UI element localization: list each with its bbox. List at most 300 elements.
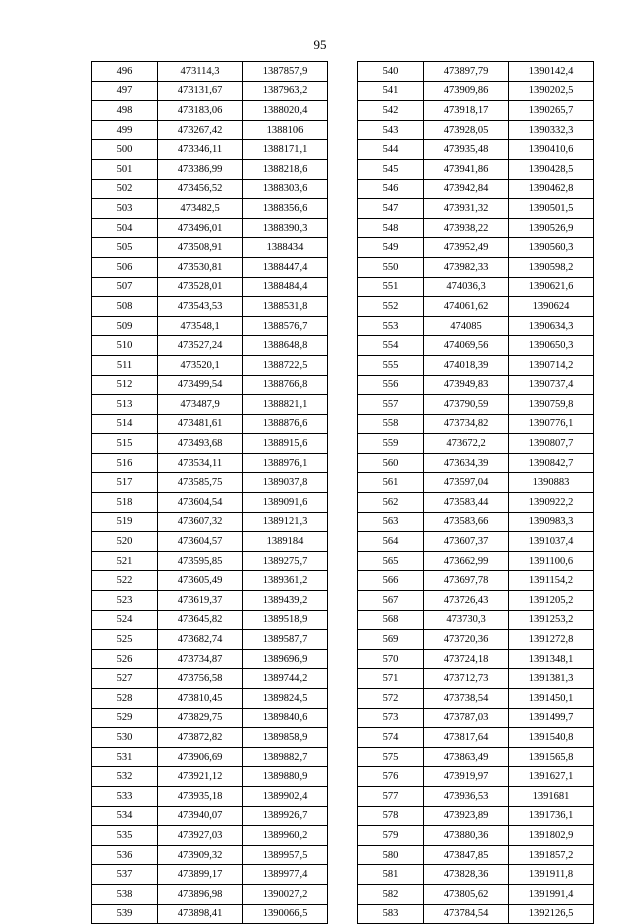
- y-coordinate-cell: 1388390,3: [243, 218, 328, 238]
- x-coordinate-cell: 473672,2: [424, 434, 509, 454]
- table-row: [358, 826, 594, 846]
- table-row: [92, 238, 328, 258]
- y-coordinate-cell: 1390560,3: [509, 238, 594, 258]
- x-coordinate-cell: 473909,32: [158, 845, 243, 865]
- x-coordinate-cell: 473738,54: [424, 689, 509, 709]
- table-row: [358, 101, 594, 121]
- y-coordinate-cell: 1390634,3: [509, 316, 594, 336]
- x-coordinate-cell: 473131,67: [158, 81, 243, 101]
- point-number-cell: 562: [358, 493, 424, 513]
- table-row: [358, 865, 594, 885]
- x-coordinate-cell: 473927,03: [158, 826, 243, 846]
- y-coordinate-cell: 1389518,9: [243, 610, 328, 630]
- table-row: [92, 630, 328, 650]
- x-coordinate-cell: 473918,17: [424, 101, 509, 121]
- table-row: [92, 532, 328, 552]
- table-row: [358, 179, 594, 199]
- y-coordinate-cell: 1388821,1: [243, 395, 328, 415]
- point-number-cell: 541: [358, 81, 424, 101]
- point-number-cell: 527: [92, 669, 158, 689]
- y-coordinate-cell: 1390714,2: [509, 355, 594, 375]
- y-coordinate-cell: 1390922,2: [509, 493, 594, 513]
- table-row: [92, 826, 328, 846]
- point-number-cell: 520: [92, 532, 158, 552]
- point-number-cell: 546: [358, 179, 424, 199]
- table-row: [92, 101, 328, 121]
- x-coordinate-cell: 473724,18: [424, 649, 509, 669]
- table-row: [92, 453, 328, 473]
- point-number-cell: 548: [358, 218, 424, 238]
- y-coordinate-cell: 1390883: [509, 473, 594, 493]
- table-row: [358, 257, 594, 277]
- point-number-cell: 552: [358, 297, 424, 317]
- y-coordinate-cell: 1392126,5: [509, 904, 594, 924]
- table-row: [92, 571, 328, 591]
- table-row: [92, 728, 328, 748]
- point-number-cell: 556: [358, 375, 424, 395]
- y-coordinate-cell: 1387963,2: [243, 81, 328, 101]
- x-coordinate-cell: 473456,52: [158, 179, 243, 199]
- table-row: [358, 512, 594, 532]
- point-number-cell: 560: [358, 453, 424, 473]
- y-coordinate-cell: 1389977,4: [243, 865, 328, 885]
- x-coordinate-cell: 474036,3: [424, 277, 509, 297]
- point-number-cell: 575: [358, 747, 424, 767]
- table-row: [92, 434, 328, 454]
- y-coordinate-cell: 1391857,2: [509, 845, 594, 865]
- point-number-cell: 523: [92, 591, 158, 611]
- table-row: [358, 669, 594, 689]
- x-coordinate-cell: 473880,36: [424, 826, 509, 846]
- y-coordinate-cell: 1388447,4: [243, 257, 328, 277]
- x-coordinate-cell: 473508,91: [158, 238, 243, 258]
- y-coordinate-cell: 1391991,4: [509, 884, 594, 904]
- y-coordinate-cell: 1388218,6: [243, 159, 328, 179]
- table-row: [358, 786, 594, 806]
- x-coordinate-cell: 473114,3: [158, 62, 243, 82]
- table-row: [358, 434, 594, 454]
- table-row: [358, 493, 594, 513]
- table-row: [92, 649, 328, 669]
- y-coordinate-cell: 1388356,6: [243, 199, 328, 219]
- x-coordinate-cell: 473896,98: [158, 884, 243, 904]
- point-number-cell: 583: [358, 904, 424, 924]
- point-number-cell: 555: [358, 355, 424, 375]
- y-coordinate-cell: 1388020,4: [243, 101, 328, 121]
- y-coordinate-cell: 1388766,8: [243, 375, 328, 395]
- table-row: [92, 395, 328, 415]
- x-coordinate-cell: 474069,56: [424, 336, 509, 356]
- point-number-cell: 567: [358, 591, 424, 611]
- table-row: [358, 806, 594, 826]
- table-row: [92, 316, 328, 336]
- point-number-cell: 578: [358, 806, 424, 826]
- x-coordinate-cell: 473897,79: [424, 62, 509, 82]
- x-coordinate-cell: 473952,49: [424, 238, 509, 258]
- point-number-cell: 509: [92, 316, 158, 336]
- table-row: [92, 473, 328, 493]
- table-row: [358, 414, 594, 434]
- table-row: [358, 62, 594, 82]
- y-coordinate-cell: 1388876,6: [243, 414, 328, 434]
- y-coordinate-cell: 1390650,3: [509, 336, 594, 356]
- x-coordinate-cell: 473530,81: [158, 257, 243, 277]
- point-number-cell: 536: [92, 845, 158, 865]
- x-coordinate-cell: 473726,43: [424, 591, 509, 611]
- table-row: [358, 355, 594, 375]
- table-row: [92, 786, 328, 806]
- point-number-cell: 512: [92, 375, 158, 395]
- table-row: [358, 630, 594, 650]
- x-coordinate-cell: 473949,83: [424, 375, 509, 395]
- y-coordinate-cell: 1391381,3: [509, 669, 594, 689]
- point-number-cell: 542: [358, 101, 424, 121]
- table-row: [92, 277, 328, 297]
- y-coordinate-cell: 1387857,9: [243, 62, 328, 82]
- y-coordinate-cell: 1391100,6: [509, 551, 594, 571]
- y-coordinate-cell: 1391450,1: [509, 689, 594, 709]
- x-coordinate-cell: 473720,36: [424, 630, 509, 650]
- table-row: [358, 199, 594, 219]
- point-number-cell: 565: [358, 551, 424, 571]
- point-number-cell: 525: [92, 630, 158, 650]
- table-row: [358, 277, 594, 297]
- point-number-cell: 566: [358, 571, 424, 591]
- table-row: [358, 395, 594, 415]
- y-coordinate-cell: 1389858,9: [243, 728, 328, 748]
- table-row: [92, 297, 328, 317]
- point-number-cell: 537: [92, 865, 158, 885]
- point-number-cell: 577: [358, 786, 424, 806]
- point-number-cell: 558: [358, 414, 424, 434]
- y-coordinate-cell: 1390807,7: [509, 434, 594, 454]
- x-coordinate-cell: 473496,01: [158, 218, 243, 238]
- table-row: [358, 453, 594, 473]
- table-row: [92, 336, 328, 356]
- point-number-cell: 500: [92, 140, 158, 160]
- x-coordinate-cell: 474085: [424, 316, 509, 336]
- x-coordinate-cell: 473734,87: [158, 649, 243, 669]
- point-number-cell: 573: [358, 708, 424, 728]
- y-coordinate-cell: 1388976,1: [243, 453, 328, 473]
- x-coordinate-cell: 473534,11: [158, 453, 243, 473]
- x-coordinate-cell: 473662,99: [424, 551, 509, 571]
- x-coordinate-cell: 473527,24: [158, 336, 243, 356]
- point-number-cell: 505: [92, 238, 158, 258]
- x-coordinate-cell: 473828,36: [424, 865, 509, 885]
- point-number-cell: 532: [92, 767, 158, 787]
- x-coordinate-cell: 473386,99: [158, 159, 243, 179]
- x-coordinate-cell: 473697,78: [424, 571, 509, 591]
- table-row: [92, 218, 328, 238]
- point-number-cell: 563: [358, 512, 424, 532]
- point-number-cell: 519: [92, 512, 158, 532]
- point-number-cell: 524: [92, 610, 158, 630]
- table-row: [358, 689, 594, 709]
- table-row: [358, 767, 594, 787]
- table-row: [92, 904, 328, 924]
- point-number-cell: 544: [358, 140, 424, 160]
- table-row: [92, 257, 328, 277]
- table-row: [92, 767, 328, 787]
- y-coordinate-cell: 1389121,3: [243, 512, 328, 532]
- point-number-cell: 571: [358, 669, 424, 689]
- table-row: [92, 493, 328, 513]
- x-coordinate-cell: 473528,01: [158, 277, 243, 297]
- table-row: [92, 414, 328, 434]
- y-coordinate-cell: 1390027,2: [243, 884, 328, 904]
- y-coordinate-cell: 1389361,2: [243, 571, 328, 591]
- x-coordinate-cell: 473899,17: [158, 865, 243, 885]
- table-row: [92, 355, 328, 375]
- x-coordinate-cell: 473267,42: [158, 120, 243, 140]
- y-coordinate-cell: 1390428,5: [509, 159, 594, 179]
- y-coordinate-cell: 1390624: [509, 297, 594, 317]
- y-coordinate-cell: 1390462,8: [509, 179, 594, 199]
- table-row: [358, 571, 594, 591]
- x-coordinate-cell: 473936,53: [424, 786, 509, 806]
- table-row: [92, 669, 328, 689]
- table-row: [358, 904, 594, 924]
- table-row: [92, 610, 328, 630]
- point-number-cell: 499: [92, 120, 158, 140]
- table-row: [358, 120, 594, 140]
- y-coordinate-cell: 1388915,6: [243, 434, 328, 454]
- y-coordinate-cell: 1388171,1: [243, 140, 328, 160]
- x-coordinate-cell: 473645,82: [158, 610, 243, 630]
- table-row: [358, 845, 594, 865]
- table-row: [358, 610, 594, 630]
- y-coordinate-cell: 1391802,9: [509, 826, 594, 846]
- point-number-cell: 547: [358, 199, 424, 219]
- y-coordinate-cell: 1390737,4: [509, 375, 594, 395]
- y-coordinate-cell: 1391154,2: [509, 571, 594, 591]
- x-coordinate-cell: 473481,61: [158, 414, 243, 434]
- point-number-cell: 557: [358, 395, 424, 415]
- y-coordinate-cell: 1388106: [243, 120, 328, 140]
- point-number-cell: 579: [358, 826, 424, 846]
- table-row: [92, 708, 328, 728]
- point-number-cell: 511: [92, 355, 158, 375]
- y-coordinate-cell: 1391348,1: [509, 649, 594, 669]
- x-coordinate-cell: 473605,49: [158, 571, 243, 591]
- point-number-cell: 569: [358, 630, 424, 650]
- table-row: [92, 179, 328, 199]
- x-coordinate-cell: 473604,57: [158, 532, 243, 552]
- x-coordinate-cell: 473493,68: [158, 434, 243, 454]
- point-number-cell: 538: [92, 884, 158, 904]
- x-coordinate-cell: 473712,73: [424, 669, 509, 689]
- x-coordinate-cell: 473872,82: [158, 728, 243, 748]
- x-coordinate-cell: 473619,37: [158, 591, 243, 611]
- x-coordinate-cell: 473520,1: [158, 355, 243, 375]
- point-number-cell: 510: [92, 336, 158, 356]
- y-coordinate-cell: 1389587,7: [243, 630, 328, 650]
- x-coordinate-cell: 473919,97: [424, 767, 509, 787]
- point-number-cell: 553: [358, 316, 424, 336]
- coordinates-table-left: [91, 61, 328, 924]
- y-coordinate-cell: 1388434: [243, 238, 328, 258]
- table-row: [92, 199, 328, 219]
- point-number-cell: 535: [92, 826, 158, 846]
- point-number-cell: 580: [358, 845, 424, 865]
- y-coordinate-cell: 1388648,8: [243, 336, 328, 356]
- table-row: [92, 375, 328, 395]
- y-coordinate-cell: 1389824,5: [243, 689, 328, 709]
- point-number-cell: 582: [358, 884, 424, 904]
- table-row: [358, 532, 594, 552]
- x-coordinate-cell: 473940,07: [158, 806, 243, 826]
- table-row: [92, 591, 328, 611]
- point-number-cell: 533: [92, 786, 158, 806]
- point-number-cell: 515: [92, 434, 158, 454]
- point-number-cell: 513: [92, 395, 158, 415]
- x-coordinate-cell: 473941,86: [424, 159, 509, 179]
- x-coordinate-cell: 473604,54: [158, 493, 243, 513]
- y-coordinate-cell: 1390066,5: [243, 904, 328, 924]
- table-row: [92, 865, 328, 885]
- table-row: [92, 551, 328, 571]
- x-coordinate-cell: 473790,59: [424, 395, 509, 415]
- x-coordinate-cell: 473682,74: [158, 630, 243, 650]
- point-number-cell: 559: [358, 434, 424, 454]
- x-coordinate-cell: 473583,66: [424, 512, 509, 532]
- x-coordinate-cell: 473898,41: [158, 904, 243, 924]
- table-row: [358, 649, 594, 669]
- table-row: [358, 473, 594, 493]
- table-row: [358, 708, 594, 728]
- x-coordinate-cell: 473730,3: [424, 610, 509, 630]
- x-coordinate-cell: 473938,22: [424, 218, 509, 238]
- y-coordinate-cell: 1388722,5: [243, 355, 328, 375]
- table-row: [358, 591, 594, 611]
- x-coordinate-cell: 473935,48: [424, 140, 509, 160]
- table-row: [358, 336, 594, 356]
- table-row: [92, 140, 328, 160]
- table-row: [358, 551, 594, 571]
- y-coordinate-cell: 1390202,5: [509, 81, 594, 101]
- y-coordinate-cell: 1389957,5: [243, 845, 328, 865]
- point-number-cell: 572: [358, 689, 424, 709]
- y-coordinate-cell: 1390598,2: [509, 257, 594, 277]
- y-coordinate-cell: 1390842,7: [509, 453, 594, 473]
- point-number-cell: 540: [358, 62, 424, 82]
- table-row: [92, 62, 328, 82]
- y-coordinate-cell: 1390142,4: [509, 62, 594, 82]
- y-coordinate-cell: 1390501,5: [509, 199, 594, 219]
- table-row: [92, 120, 328, 140]
- x-coordinate-cell: 473607,32: [158, 512, 243, 532]
- y-coordinate-cell: 1388576,7: [243, 316, 328, 336]
- x-coordinate-cell: 473942,84: [424, 179, 509, 199]
- y-coordinate-cell: 1390526,9: [509, 218, 594, 238]
- table-row: [358, 159, 594, 179]
- x-coordinate-cell: 473817,64: [424, 728, 509, 748]
- x-coordinate-cell: 473931,32: [424, 199, 509, 219]
- table-row: [92, 845, 328, 865]
- table-row: [358, 297, 594, 317]
- y-coordinate-cell: 1388531,8: [243, 297, 328, 317]
- y-coordinate-cell: 1389960,2: [243, 826, 328, 846]
- point-number-cell: 570: [358, 649, 424, 669]
- x-coordinate-cell: 473829,75: [158, 708, 243, 728]
- table-row: [92, 689, 328, 709]
- table-row: [358, 884, 594, 904]
- y-coordinate-cell: 1391681: [509, 786, 594, 806]
- y-coordinate-cell: 1390332,3: [509, 120, 594, 140]
- x-coordinate-cell: 473805,62: [424, 884, 509, 904]
- y-coordinate-cell: 1389091,6: [243, 493, 328, 513]
- x-coordinate-cell: 473982,33: [424, 257, 509, 277]
- y-coordinate-cell: 1389840,6: [243, 708, 328, 728]
- point-number-cell: 496: [92, 62, 158, 82]
- table-row: [358, 316, 594, 336]
- point-number-cell: 518: [92, 493, 158, 513]
- y-coordinate-cell: 1391499,7: [509, 708, 594, 728]
- point-number-cell: 514: [92, 414, 158, 434]
- table-row: [358, 728, 594, 748]
- point-number-cell: 508: [92, 297, 158, 317]
- x-coordinate-cell: 473634,39: [424, 453, 509, 473]
- point-number-cell: 530: [92, 728, 158, 748]
- point-number-cell: 576: [358, 767, 424, 787]
- point-number-cell: 568: [358, 610, 424, 630]
- y-coordinate-cell: 1391565,8: [509, 747, 594, 767]
- point-number-cell: 554: [358, 336, 424, 356]
- table-row: [358, 140, 594, 160]
- table-row: [92, 806, 328, 826]
- table-row: [358, 375, 594, 395]
- x-coordinate-cell: 473487,9: [158, 395, 243, 415]
- table-row: [92, 159, 328, 179]
- x-coordinate-cell: 473734,82: [424, 414, 509, 434]
- point-number-cell: 581: [358, 865, 424, 885]
- y-coordinate-cell: 1389275,7: [243, 551, 328, 571]
- x-coordinate-cell: 473784,54: [424, 904, 509, 924]
- point-number-cell: 497: [92, 81, 158, 101]
- y-coordinate-cell: 1389184: [243, 532, 328, 552]
- point-number-cell: 561: [358, 473, 424, 493]
- point-number-cell: 528: [92, 689, 158, 709]
- y-coordinate-cell: 1391037,4: [509, 532, 594, 552]
- table-row: [92, 747, 328, 767]
- point-number-cell: 529: [92, 708, 158, 728]
- point-number-cell: 545: [358, 159, 424, 179]
- point-number-cell: 549: [358, 238, 424, 258]
- table-row: [358, 81, 594, 101]
- y-coordinate-cell: 1389926,7: [243, 806, 328, 826]
- x-coordinate-cell: 473787,03: [424, 708, 509, 728]
- point-number-cell: 543: [358, 120, 424, 140]
- y-coordinate-cell: 1390410,6: [509, 140, 594, 160]
- y-coordinate-cell: 1391911,8: [509, 865, 594, 885]
- y-coordinate-cell: 1390776,1: [509, 414, 594, 434]
- page-number: 95: [313, 37, 327, 52]
- point-number-cell: 521: [92, 551, 158, 571]
- point-number-cell: 539: [92, 904, 158, 924]
- x-coordinate-cell: 473482,5: [158, 199, 243, 219]
- x-coordinate-cell: 473585,75: [158, 473, 243, 493]
- x-coordinate-cell: 473607,37: [424, 532, 509, 552]
- table-row: [358, 218, 594, 238]
- table-row: [358, 747, 594, 767]
- x-coordinate-cell: 473847,85: [424, 845, 509, 865]
- y-coordinate-cell: 1389696,9: [243, 649, 328, 669]
- point-number-cell: 517: [92, 473, 158, 493]
- x-coordinate-cell: 473548,1: [158, 316, 243, 336]
- y-coordinate-cell: 1388303,6: [243, 179, 328, 199]
- y-coordinate-cell: 1391736,1: [509, 806, 594, 826]
